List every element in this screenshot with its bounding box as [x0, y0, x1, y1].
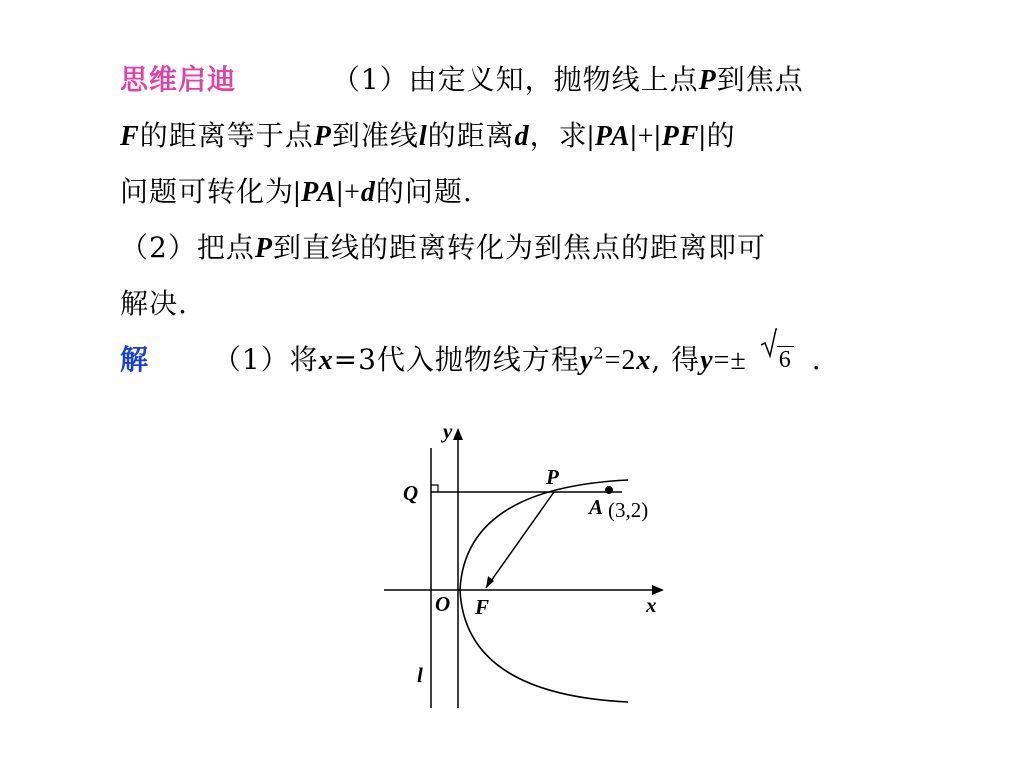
distance-d: d — [514, 121, 530, 152]
text-segment: （1）将 — [212, 343, 319, 376]
solution-label: 解 — [120, 343, 150, 376]
right-angle-marker — [431, 485, 438, 492]
plus-sign: + — [344, 177, 361, 208]
var-y: y — [700, 345, 714, 376]
explanation-text — [120, 52, 880, 388]
text-line-3 — [120, 164, 880, 220]
y-axis-arrow-icon — [453, 428, 463, 440]
sqrt-icon — [761, 328, 777, 358]
A-label: A — [589, 495, 604, 519]
point-P: P — [698, 65, 717, 96]
text-segment: , 得 — [651, 343, 701, 376]
hint-part1-text: （1）由定义知，抛物线上点 — [331, 63, 699, 96]
point-A-dot — [605, 486, 613, 494]
text-segment: =2 — [604, 345, 637, 376]
text-segment: . — [811, 343, 822, 376]
sqrt-value: 6 — [778, 347, 792, 373]
O-label: O — [435, 592, 451, 616]
text-segment: =3代入抛物线方程 — [333, 343, 580, 376]
point-P: P — [313, 121, 332, 152]
F-label: F — [475, 595, 490, 619]
abs-PA: |PA| — [587, 121, 638, 152]
distance-d: d — [360, 177, 376, 208]
text-segment: 到直线的距离转化为到焦点的距离即可 — [272, 231, 766, 264]
text-segment: 解决. — [120, 287, 188, 320]
sqrt-expression — [761, 332, 794, 388]
abs-PA: |PA| — [294, 177, 345, 208]
A-coordinates: (3,2) — [608, 498, 649, 522]
point-P: P — [254, 233, 273, 264]
text-line-5 — [120, 276, 880, 332]
text-segment: 的距离等于点 — [139, 119, 314, 152]
y-axis-label: y — [443, 419, 453, 443]
var-x: x — [318, 345, 334, 376]
text-segment: 到准线 — [331, 119, 419, 152]
P-label: P — [546, 465, 559, 489]
text-segment: 的 — [706, 119, 736, 152]
text-segment: 的问题. — [375, 175, 473, 208]
plus-sign: + — [637, 121, 655, 152]
exponent: 2 — [593, 343, 605, 363]
text-segment: 问题可转化为 — [120, 175, 295, 208]
text-segment: （2）把点 — [120, 231, 255, 264]
solution-line — [120, 332, 880, 388]
hint-label: 思维启迪 — [120, 63, 237, 96]
abs-PF: |PF| — [654, 121, 707, 152]
x-axis-label: x — [646, 593, 657, 617]
text-line-1 — [120, 52, 880, 108]
parabola-diagram — [380, 418, 680, 718]
text-line-2 — [120, 108, 880, 164]
text-segment: =± — [713, 345, 747, 376]
var-y: y — [579, 345, 594, 376]
Q-label: Q — [403, 481, 419, 505]
point-F: F — [120, 121, 140, 152]
text-line-4 — [120, 220, 880, 276]
hint-line1-end: 到焦点 — [716, 63, 804, 96]
var-x: x — [636, 345, 652, 376]
text-segment: 的距离 — [427, 119, 515, 152]
segment-PF — [486, 492, 554, 588]
directrix-l: l — [418, 121, 428, 152]
text-segment: ，求 — [529, 119, 588, 152]
l-label: l — [417, 663, 423, 687]
